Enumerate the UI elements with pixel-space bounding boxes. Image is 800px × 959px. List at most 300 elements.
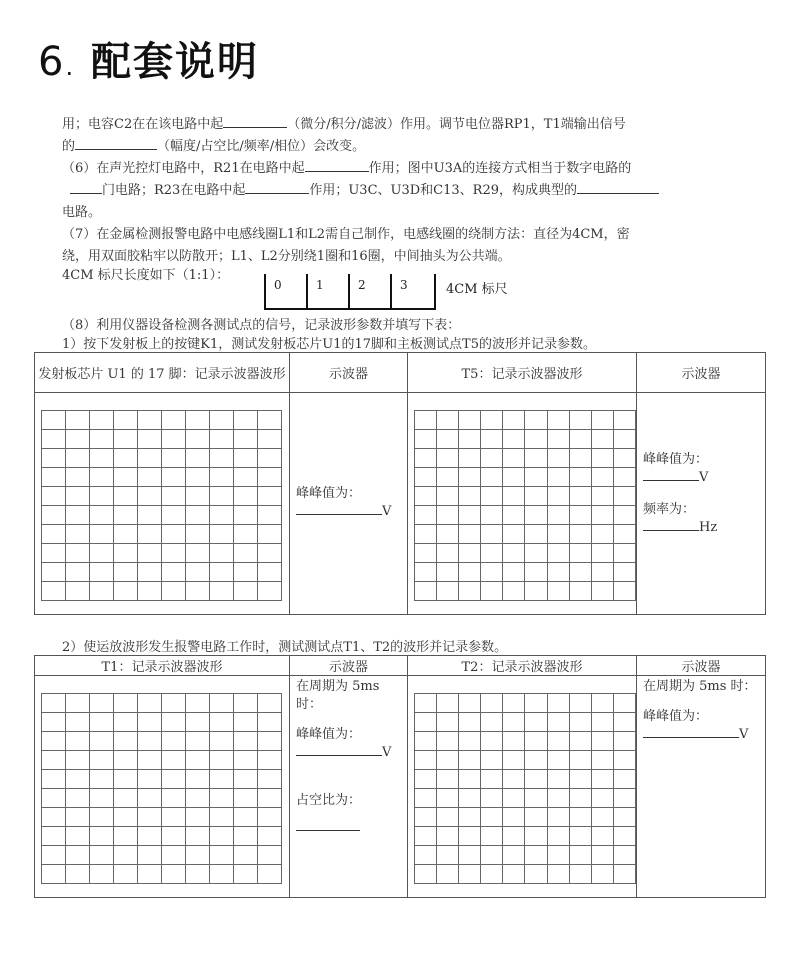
fill-blank[interactable] (223, 115, 287, 128)
grid-cell (186, 582, 210, 601)
grid-cell (66, 694, 90, 713)
grid-cell (210, 865, 234, 884)
grid-cell (503, 487, 525, 506)
grid-cell (162, 732, 186, 751)
grid-cell (234, 789, 258, 808)
grid-cell (114, 430, 138, 449)
freq-blank[interactable] (643, 530, 699, 531)
grid-cell (138, 525, 162, 544)
grid-cell (90, 770, 114, 789)
grid-cell (186, 846, 210, 865)
grid-cell (591, 525, 613, 544)
ruler-mark: 3 (400, 278, 408, 292)
grid-cell (437, 694, 459, 713)
grid-cell (186, 563, 210, 582)
grid-cell (459, 732, 481, 751)
table2-cell-scope-1 (290, 676, 408, 898)
ruler-segment (348, 274, 392, 310)
peak-blank[interactable] (643, 737, 739, 738)
grid-cell (42, 770, 66, 789)
measurement-table-1 (34, 352, 766, 615)
grid-cell (437, 827, 459, 846)
grid-cell (234, 732, 258, 751)
osc-grid (414, 693, 636, 884)
grid-cell (569, 808, 591, 827)
grid-cell (481, 449, 503, 468)
grid-cell (114, 770, 138, 789)
grid-cell (138, 506, 162, 525)
grid-cell (66, 713, 90, 732)
grid-cell (613, 544, 635, 563)
grid-cell (186, 808, 210, 827)
grid-cell (162, 694, 186, 713)
para-line-6: （7）在金属检测报警电路中电感线圈L1和L2需自己制作，电感线圈的绕制方法：直径为4CM，密 (62, 227, 630, 242)
grid-cell (547, 582, 569, 601)
grid-cell (138, 865, 162, 884)
grid-cell (547, 846, 569, 865)
grid-cell (613, 411, 635, 430)
grid-cell (547, 694, 569, 713)
grid-cell (569, 751, 591, 770)
table1-header-2: 示波器 (290, 353, 408, 393)
grid-cell (66, 468, 90, 487)
grid-cell (415, 582, 437, 601)
grid-cell (66, 770, 90, 789)
osc-grid (41, 410, 282, 601)
peak-label: 峰峰值为： (643, 452, 709, 467)
grid-cell (459, 449, 481, 468)
grid-cell (234, 411, 258, 430)
grid-cell (258, 732, 282, 751)
grid-cell (138, 751, 162, 770)
grid-cell (114, 865, 138, 884)
grid-cell (459, 770, 481, 789)
grid-cell (415, 506, 437, 525)
unit: Hz (699, 520, 718, 535)
text: 作用；图中U3A的连接方式相当于数字电路的 (368, 161, 632, 176)
grid-cell (114, 563, 138, 582)
grid-cell (162, 468, 186, 487)
grid-cell (234, 751, 258, 770)
ruler-mark: 1 (316, 278, 324, 292)
grid-cell (481, 713, 503, 732)
grid-cell (162, 846, 186, 865)
peak-blank[interactable] (296, 514, 382, 515)
period-label: 在周期为 5ms 时： (296, 679, 380, 712)
grid-cell (186, 751, 210, 770)
grid-cell (42, 827, 66, 846)
section-number: 6 (38, 39, 66, 85)
grid-cell (415, 713, 437, 732)
oscilloscope-grid-t1[interactable] (35, 676, 290, 898)
grid-cell (210, 732, 234, 751)
grid-cell (591, 487, 613, 506)
grid-cell (186, 544, 210, 563)
oscilloscope-grid-t2[interactable] (408, 676, 637, 898)
grid-cell (591, 789, 613, 808)
grid-cell (186, 430, 210, 449)
grid-cell (162, 751, 186, 770)
grid-cell (66, 732, 90, 751)
grid-cell (569, 827, 591, 846)
grid-cell (234, 563, 258, 582)
grid-cell (415, 846, 437, 865)
grid-cell (186, 865, 210, 884)
grid-cell (547, 827, 569, 846)
para-line-7: 绕，用双面胶粘牢以防散开；L1、L2分别绕1圈和16圈，中间抽头为公共端。 (62, 249, 511, 264)
grid-cell (258, 865, 282, 884)
grid-cell (525, 449, 547, 468)
grid-cell (90, 808, 114, 827)
grid-cell (459, 808, 481, 827)
grid-cell (138, 713, 162, 732)
grid-cell (525, 751, 547, 770)
grid-cell (613, 468, 635, 487)
grid-cell (186, 732, 210, 751)
grid-cell (90, 563, 114, 582)
grid-cell (90, 411, 114, 430)
grid-cell (459, 506, 481, 525)
grid-cell (503, 846, 525, 865)
grid-cell (503, 865, 525, 884)
grid-cell (591, 563, 613, 582)
grid-cell (162, 770, 186, 789)
grid-cell (210, 487, 234, 506)
grid-cell (503, 544, 525, 563)
grid-cell (138, 846, 162, 865)
grid-cell (42, 789, 66, 808)
grid-cell (569, 430, 591, 449)
grid-cell (90, 751, 114, 770)
table2-header-4: 示波器 (637, 656, 766, 676)
ruler-label: 4CM 标尺 (446, 282, 508, 297)
grid-cell (114, 506, 138, 525)
grid-cell (591, 846, 613, 865)
grid-cell (503, 525, 525, 544)
grid-cell (258, 751, 282, 770)
grid-cell (459, 582, 481, 601)
grid-cell (481, 770, 503, 789)
grid-cell (591, 411, 613, 430)
grid-cell (234, 487, 258, 506)
grid-cell (258, 544, 282, 563)
grid-cell (459, 411, 481, 430)
grid-cell (234, 449, 258, 468)
peak-blank[interactable] (296, 755, 382, 756)
grid-cell (569, 694, 591, 713)
unit: V (382, 745, 392, 760)
grid-cell (186, 525, 210, 544)
grid-cell (459, 487, 481, 506)
grid-cell (162, 582, 186, 601)
table1-cell-scope-1 (290, 393, 408, 615)
grid-cell (459, 468, 481, 487)
table1-header-4: 示波器 (637, 353, 766, 393)
grid-cell (114, 449, 138, 468)
grid-cell (210, 789, 234, 808)
grid-cell (162, 865, 186, 884)
grid-cell (90, 544, 114, 563)
grid-cell (437, 544, 459, 563)
grid-cell (525, 411, 547, 430)
grid-cell (210, 449, 234, 468)
grid-cell (186, 487, 210, 506)
grid-cell (90, 694, 114, 713)
oscilloscope-grid-u1[interactable] (35, 393, 290, 615)
grid-cell (415, 789, 437, 808)
grid-cell (569, 449, 591, 468)
grid-cell (114, 827, 138, 846)
grid-cell (591, 430, 613, 449)
grid-cell (114, 789, 138, 808)
grid-cell (569, 544, 591, 563)
grid-cell (66, 827, 90, 846)
ruler-mark: 0 (274, 278, 282, 292)
unit: V (699, 470, 709, 485)
grid-cell (591, 544, 613, 563)
grid-cell (234, 808, 258, 827)
grid-cell (437, 808, 459, 827)
grid-cell (90, 713, 114, 732)
grid-cell (459, 846, 481, 865)
grid-cell (66, 808, 90, 827)
grid-cell (210, 411, 234, 430)
grid-cell (415, 449, 437, 468)
grid-cell (415, 525, 437, 544)
grid-cell (138, 808, 162, 827)
grid-cell (613, 582, 635, 601)
section-heading (38, 30, 259, 87)
grid-cell (503, 789, 525, 808)
grid-cell (210, 846, 234, 865)
grid-cell (437, 506, 459, 525)
grid-cell (90, 582, 114, 601)
para-line-8: 4CM 标尺长度如下（1:1）： (62, 268, 230, 283)
grid-cell (42, 846, 66, 865)
grid-cell (114, 582, 138, 601)
grid-cell (525, 468, 547, 487)
grid-cell (503, 506, 525, 525)
unit: V (382, 504, 392, 519)
text: 门电路；R23在电路中起 (102, 183, 246, 198)
grid-cell (66, 751, 90, 770)
grid-cell (503, 732, 525, 751)
text: 用；电容C2在在该电路中起 (62, 117, 224, 132)
grid-cell (186, 506, 210, 525)
grid-cell (42, 808, 66, 827)
grid-cell (186, 694, 210, 713)
para-line-3 (62, 157, 631, 176)
grid-cell (459, 544, 481, 563)
grid-cell (258, 563, 282, 582)
grid-cell (525, 846, 547, 865)
grid-cell (613, 789, 635, 808)
grid-cell (525, 694, 547, 713)
para-line-1 (62, 113, 626, 132)
grid-cell (210, 506, 234, 525)
grid-cell (591, 582, 613, 601)
grid-cell (525, 865, 547, 884)
grid-cell (210, 582, 234, 601)
grid-cell (90, 525, 114, 544)
grid-cell (569, 789, 591, 808)
grid-cell (415, 808, 437, 827)
grid-cell (569, 582, 591, 601)
grid-cell (459, 713, 481, 732)
osc-grid (414, 410, 636, 601)
fill-blank[interactable] (305, 159, 369, 172)
grid-cell (503, 827, 525, 846)
grid-cell (258, 789, 282, 808)
grid-cell (613, 827, 635, 846)
grid-cell (186, 789, 210, 808)
osc-grid (41, 693, 282, 884)
grid-cell (547, 732, 569, 751)
grid-cell (415, 487, 437, 506)
grid-cell (90, 865, 114, 884)
grid-cell (90, 827, 114, 846)
grid-cell (569, 770, 591, 789)
grid-cell (186, 827, 210, 846)
grid-cell (90, 468, 114, 487)
grid-cell (162, 713, 186, 732)
grid-cell (234, 694, 258, 713)
grid-cell (186, 411, 210, 430)
grid-cell (591, 468, 613, 487)
duty-blank[interactable] (296, 818, 360, 831)
grid-cell (547, 506, 569, 525)
ruler-mark: 2 (358, 278, 366, 292)
grid-cell (481, 506, 503, 525)
table2-header-3: T2：记录示波器波形 (408, 656, 637, 676)
grid-cell (569, 713, 591, 732)
grid-cell (481, 789, 503, 808)
grid-cell (90, 487, 114, 506)
grid-cell (613, 732, 635, 751)
grid-cell (591, 694, 613, 713)
table2-header-2: 示波器 (290, 656, 408, 676)
grid-cell (258, 770, 282, 789)
grid-cell (547, 789, 569, 808)
grid-cell (42, 525, 66, 544)
grid-cell (90, 449, 114, 468)
grid-cell (258, 525, 282, 544)
grid-cell (210, 827, 234, 846)
grid-cell (525, 789, 547, 808)
grid-cell (42, 563, 66, 582)
grid-cell (415, 751, 437, 770)
grid-cell (437, 449, 459, 468)
grid-cell (481, 563, 503, 582)
fill-blank[interactable] (577, 181, 659, 194)
grid-cell (234, 582, 258, 601)
grid-cell (415, 732, 437, 751)
grid-cell (258, 582, 282, 601)
grid-cell (503, 411, 525, 430)
grid-cell (591, 808, 613, 827)
grid-cell (437, 789, 459, 808)
grid-cell (591, 506, 613, 525)
grid-cell (547, 525, 569, 544)
grid-cell (114, 468, 138, 487)
grid-cell (42, 544, 66, 563)
grid-cell (569, 563, 591, 582)
fill-blank[interactable] (75, 137, 157, 150)
grid-cell (42, 694, 66, 713)
grid-cell (437, 411, 459, 430)
text: 的 (62, 139, 76, 154)
para-line-4 (70, 179, 659, 198)
grid-cell (591, 770, 613, 789)
period-label: 在周期为 5ms 时： (643, 679, 757, 694)
grid-cell (547, 808, 569, 827)
grid-cell (547, 430, 569, 449)
grid-cell (66, 544, 90, 563)
grid-cell (66, 430, 90, 449)
grid-cell (234, 525, 258, 544)
grid-cell (258, 411, 282, 430)
grid-cell (258, 468, 282, 487)
grid-cell (42, 732, 66, 751)
grid-cell (258, 808, 282, 827)
grid-cell (525, 582, 547, 601)
grid-cell (186, 713, 210, 732)
oscilloscope-grid-t5[interactable] (408, 393, 637, 615)
grid-cell (258, 713, 282, 732)
grid-cell (66, 525, 90, 544)
grid-cell (210, 751, 234, 770)
grid-cell (459, 694, 481, 713)
fill-blank[interactable] (70, 181, 102, 194)
grid-cell (162, 563, 186, 582)
grid-cell (481, 694, 503, 713)
ruler-segment (390, 274, 436, 310)
grid-cell (437, 487, 459, 506)
grid-cell (613, 808, 635, 827)
para-line-10: 1）按下发射板上的按键K1，测试发射板芯片U1的17脚和主板测试点T5的波形并记录参数。 (62, 337, 596, 352)
grid-cell (186, 468, 210, 487)
grid-cell (66, 582, 90, 601)
grid-cell (481, 732, 503, 751)
grid-cell (234, 770, 258, 789)
grid-cell (569, 525, 591, 544)
text: （6）在声光控灯电路中，R21在电路中起 (62, 161, 305, 176)
grid-cell (415, 468, 437, 487)
measurement-table-2 (34, 655, 766, 898)
grid-cell (258, 487, 282, 506)
peak-blank[interactable] (643, 480, 699, 481)
grid-cell (613, 694, 635, 713)
grid-cell (437, 563, 459, 582)
grid-cell (258, 694, 282, 713)
grid-cell (459, 430, 481, 449)
grid-cell (210, 713, 234, 732)
fill-blank[interactable] (245, 181, 309, 194)
grid-cell (186, 449, 210, 468)
grid-cell (525, 808, 547, 827)
grid-cell (481, 468, 503, 487)
grid-cell (66, 563, 90, 582)
grid-cell (138, 827, 162, 846)
grid-cell (162, 487, 186, 506)
ruler-segment (306, 274, 350, 310)
grid-cell (503, 582, 525, 601)
grid-cell (481, 808, 503, 827)
section-dot: . (65, 53, 76, 81)
grid-cell (415, 770, 437, 789)
grid-cell (547, 770, 569, 789)
grid-cell (138, 582, 162, 601)
